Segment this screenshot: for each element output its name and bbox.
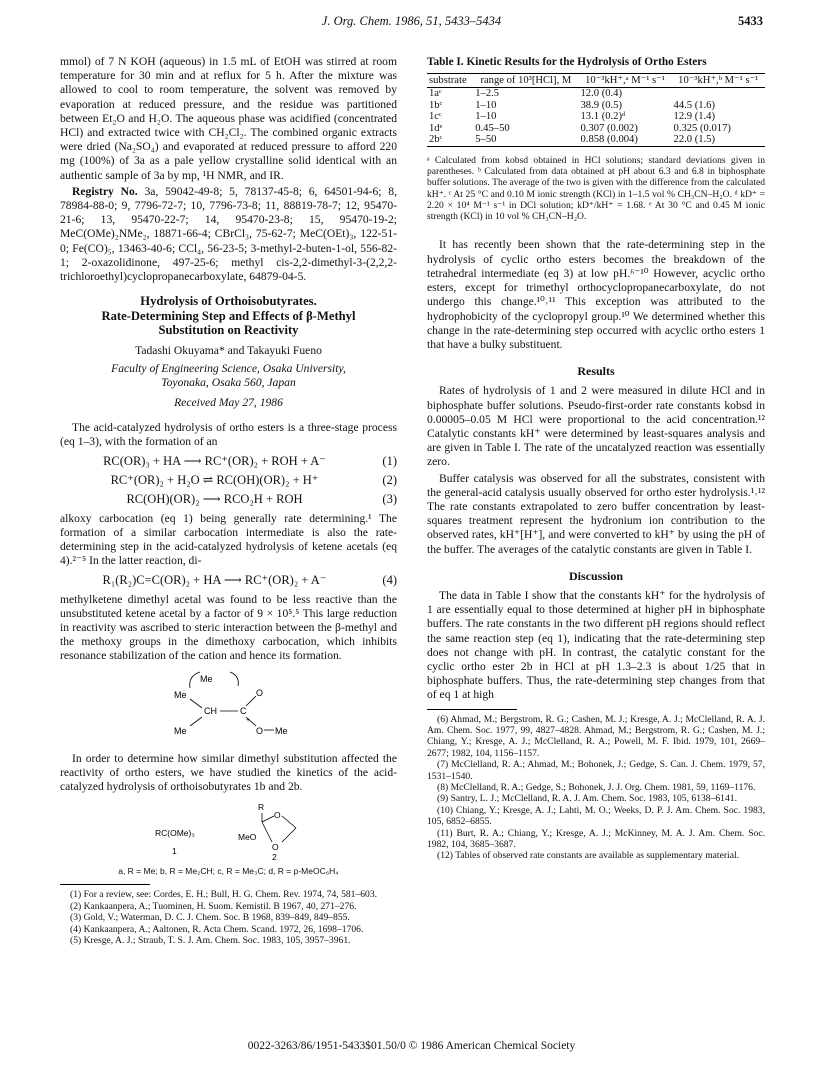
struct-label: Me (174, 689, 187, 700)
article-title (60, 294, 397, 338)
affiliation-line-2: Toyonaka, Osaka 560, Japan (161, 376, 296, 390)
left-column (60, 55, 397, 946)
title-line-1: Hydrolysis of Orthoisobutyrates. (140, 294, 317, 309)
struct-label: RC(OMe)₃ (155, 828, 195, 839)
table-cell: 1aᶜ (429, 88, 442, 100)
table-cell: 22.0 (1.5) (673, 134, 716, 146)
footnote: (4) Kankaanpera, A.; Aaltonen, R. Acta Chem. Scand. 1972, 26, 1698–1706. (70, 923, 364, 935)
footnote-rule (60, 884, 150, 885)
table-cell: 13.1 (0.2)ᵈ (580, 111, 626, 123)
table-cell: 1–2.5 (475, 88, 500, 100)
table-header: substrate (429, 75, 467, 87)
table-cell: 0.45–50 (475, 122, 510, 134)
equation-4: R₁(R₂)C=C(OR)₂ + HA ⟶ RC⁺(OR)₂ + A⁻ (4) (102, 573, 397, 588)
discussion-heading: Discussion (568, 568, 624, 583)
discussion-paragraph: The data in Table I show that the constants kH⁺ for the hydrolysis of 1 are essentially equal to those determined at higher pH in biphosphate buffers. The rate constants in the two different pH regions should reflect the same reaction step (eq 1), indicating that the rate-determining step does not change with pH. In contrast, the catalytic constant for the cyclic ortho ester 2b in HCl at pH 1.3–2.3 is about 1/25 that in biphosphate buffers. Thus, the rate-determining step changes from that of eq 1 at high (427, 588, 765, 702)
background-paragraph: It has recently been shown that the rate-determining step in the hydrolysis of cyclic ortho esters becomes the breakdown of the tetrahedral intermediate (eq 3) at low pH.⁶⁻¹⁰ However, acyclic ortho esters, except for trimethyl orthocyclopropanecarboxylate, do not undergo this change.¹⁰˒¹¹ This exception was attributed to the hydrophobicity of the cyclopropyl group.¹⁰ We determined whether this change in the rate-determining step occurred with acyclic ortho esters 1 that have a bulky substituent. (427, 238, 765, 351)
right-footnotes (427, 714, 765, 862)
table-header: range of 10³[HCl], M (480, 75, 572, 87)
results-paragraph-2: Buffer catalysis was observed for all the substrates, consistent with the general-acid catalysis usually observed for ortho ester hydrolysis.¹˒¹² The rate constants extrapolated to zero buffer concentration by least-squares treatment represent the hydronium ion contribution to the observed rates, kH⁺[H⁺], and were converted to kH⁺ by using the pH of the buffer. The averages of the catalytic constants are given in Table I. (427, 471, 765, 556)
table-cell: 12.9 (1.4) (673, 111, 716, 123)
journal-citation: J. Org. Chem. 1986, 51, 5433–5434 (321, 14, 502, 28)
cation-structure-diagram (60, 668, 397, 748)
title-line-3: Substitution on Reactivity (158, 323, 299, 338)
svg-text:+: + (246, 716, 251, 724)
struct-label: MeO (238, 832, 257, 843)
table-cell (672, 88, 765, 100)
struct-label: O (272, 842, 279, 853)
affiliation (60, 362, 397, 390)
registry-text: 3a, 59042-49-8; 5, 78137-45-8; 6, 64501-94-6; 8, 78984-88-0; 9, 7796-72-7; 10, 7796-73-8; 11, 88819-78-7; 12, 95470-21-6; 13, 95470-22-7; 14, 95470-23-8; 15, 95470-19-2; MeC(OMe)₂NMe₂, 18871-66-4; CBrCl₃, 75-62-7; MeC(OEt)₃, 122-51-0; Fe(CO)₅, 13463-40-6; CCl₄, 56-23-5; 3-methyl-2-buten-1-ol, 556-82-1; 2-oxazolidinone, 497-25-6; methyl cis-2,2-dimethyl-3-(2,2,2-trichloroethyl)cyclopropanecarboxylate, 64879-04-5. (60, 184, 397, 284)
struct-label: O (274, 810, 281, 821)
table-cell: 44.5 (1.6) (673, 99, 716, 111)
table-cell: 1bᶜ (429, 99, 443, 111)
reactivity-paragraph: methylketene dimethyl acetal was found to be less reactive than the unsubstituted ketene acetal by a factor of 9 × 10⁵.⁵ This large reduction in reactivity was ascribed to steric interaction between the β-methyl and the methoxy groups in the dimethoxy carbocation, which inhibits resonance stabilization of the cation and hence its formation. (60, 592, 397, 663)
results-heading: Results (577, 364, 615, 379)
table-footnotes: ᵃ Calculated from kobsd obtained in HCl solutions; standard deviations given in parentheses. ᵇ Calculated from data obtained at pH about 6.3 and 6.8 in biphosphate buffer solutions. The average of the two is given with the difference from the calculated kH⁺. ᶜ At 25 °C and 0.10 M ionic strength (KCl) in 1–1.5 vol % CH₃CN–H₂O. ᵈ kD⁺ = 2.20 × 10⁴ M⁻¹ s⁻¹ in DCl solution; kD⁺/kH⁺ = 1.68. ᵉ At 30 °C and 0.45 M ionic strength (KCl) in 10 vol % CH₃CN–H₂O. (427, 154, 765, 223)
table-cell: 1–10 (475, 111, 497, 123)
table-header: 10⁻³kH⁺,ᵇ M⁻¹ s⁻¹ (678, 75, 759, 87)
struct-label: Me (200, 673, 213, 684)
footnote: (9) Santry, L. J.; McClelland, R. A. J. Am. Chem. Soc. 1983, 105, 6138–6141. (437, 793, 737, 805)
running-header (60, 14, 763, 32)
structure-caption: a, R = Me; b, R = Me₂CH; c, R = Me₃C; d, R = p-MeOC₆H₄ (118, 866, 339, 877)
table-cell: 2bᶜ (429, 134, 443, 146)
received-date: Received May 27, 1986 (174, 396, 283, 410)
struct-label: Me (275, 725, 288, 736)
struct-label: CH (204, 705, 217, 716)
table-row (427, 111, 765, 123)
footnote: (12) Tables of observed rate constants are available as supplementary material. (437, 850, 740, 862)
table-cell: 1cᶜ (429, 111, 442, 123)
table-cell: 38.9 (0.5) (580, 99, 622, 111)
table-title: Table I. Kinetic Results for the Hydrolysis of Ortho Esters (427, 56, 707, 68)
registry-label: Registry No. (72, 184, 138, 198)
right-column (427, 55, 765, 862)
page-footer: 0022-3263/86/1951-5433$01.50/0 © 1986 American Chemical Society (247, 1040, 576, 1052)
affiliation-line-1: Faculty of Engineering Science, Osaka University, (111, 361, 346, 375)
footnote-rule (427, 709, 517, 710)
footnote: (10) Chiang, Y.; Kresge, A. J.; Lahti, M. O.; Weeks, D. P. J. Am. Chem. Soc. 1983, 105, 6852–6855. (427, 804, 765, 828)
table-row (427, 88, 765, 100)
equation-3: RC(OH)(OR)₂ ⟶ RCO₂H + ROH (3) (126, 492, 397, 507)
table-cell: 1–10 (475, 99, 497, 111)
table-cell: 5–50 (475, 134, 497, 146)
struct-label: 1 (172, 846, 177, 857)
table-row (427, 100, 765, 112)
table-body (427, 88, 765, 147)
ortho-ester-structures (60, 800, 397, 862)
page-number: 5433 (738, 14, 763, 28)
table-cell: 12.0 (0.4) (580, 88, 622, 100)
aim-paragraph: In order to determine how similar dimethyl substitution affected the reactivity of ortho esters, we have studied the kinetics of the acid-catalyzed hydrolysis of orthoisobutyrates 1b and 2b. (60, 751, 397, 794)
table-cell: 0.858 (0.004) (580, 134, 638, 146)
footnote: (2) Kankaanpera, A.; Tuominen, H. Suom. Kemistil. B 1967, 40, 271–276. (70, 900, 357, 912)
title-line-2: Rate-Determining Step and Effects of β-Methyl (101, 308, 356, 323)
struct-label: R (258, 802, 265, 813)
authors: Tadashi Okuyama* and Takayuki Fueno (135, 343, 322, 357)
footnote: (6) Ahmad, M.; Bergstrom, R. G.; Cashen, M. J.; Kresge, A. J.; McClelland, R. A. J. Am. Chem. Soc. 1977, 99, 4827–4828. Ahmad, M.; Bergstrom, R. G.; Cashen, M. J.; Chiang, Y.; Kresge, A. J.; McClelland, R. A.; Powell, M. F. Ibid. 1979, 101, 2669–2677; 1982, 104, 1156–1157. (427, 713, 765, 759)
footnote: (8) McClelland, R. A.; Gedge, S.; Bohonek, J. J. Org. Chem. 1981, 59, 1169–1176. (437, 782, 756, 794)
registry-paragraph (60, 185, 397, 284)
table-cell: 0.325 (0.017) (673, 122, 731, 134)
table-cell: 1dᵉ (429, 122, 443, 134)
footnote: (11) Burt, R. A.; Chiang, Y.; Kresge, A. J.; McKinney, M. A. J. Am. Chem. Soc. 1982, 104, 3685–3687. (427, 827, 765, 851)
struct-label: 2 (272, 852, 277, 863)
equation-1: RC(OR)₃ + HA ⟶ RC⁺(OR)₂ + ROH + A⁻ (1) (103, 453, 397, 468)
table-header: 10⁻³kH⁺,ᵃ M⁻¹ s⁻¹ (585, 75, 665, 87)
struct-label: O (256, 725, 264, 736)
table-cell: 0.307 (0.002) (580, 122, 638, 134)
footnote: (1) For a review, see: Cordes, E. H.; Bull, H. G. Chem. Rev. 1974, 74, 581–603. (70, 889, 378, 901)
footnote: (7) McClelland, R. A.; Ahmad, M.; Bohonek, J.; Gedge, S. Can. J. Chem. 1979, 57, 1531–1540. (427, 759, 765, 782)
struct-label: C (240, 705, 247, 716)
intro-paragraph: The acid-catalyzed hydrolysis of ortho esters is a three-stage process (eq 1–3), with the formation of an (60, 420, 397, 448)
table-row (427, 134, 765, 146)
kinetic-results-table (427, 73, 765, 147)
struct-label: Me (174, 725, 187, 736)
footnote: (3) Gold, V.; Waterman, D. C. J. Chem. Soc. B 1968, 839–849, 849–855. (70, 912, 350, 924)
struct-label: O (256, 687, 264, 698)
results-paragraph-1: Rates of hydrolysis of 1 and 2 were measured in dilute HCl and in biphosphate buffer solutions. Pseudo-first-order rate constants kobsd in 0.00005–0.05 M HCl were proportional to the acid concentration.¹² Catalytic constants kH⁺ were determined by least-squares analysis and are given in Table I. The rate of the uncatalyzed reaction was essentially zero. (427, 384, 765, 469)
left-footnotes (60, 889, 397, 946)
carbocation-paragraph: alkoxy carbocation (eq 1) being generally rate determining.¹ The formation of a similar carbocation intermediate is also the rate-determining step in the acid-catalyzed hydrolysis of ketene acetals (eq 4).²⁻⁵ In the latter reaction, di- (60, 511, 397, 568)
table-row (427, 123, 765, 135)
footnote: (5) Kresge, A. J.; Straub, T. S. J. Am. Chem. Soc. 1983, 105, 3957–3961. (70, 935, 351, 947)
equation-2: RC⁺(OR)₂ + H₂O ⇌ RC(OH)(OR)₂ + H⁺ (2) (110, 473, 397, 488)
experimental-paragraph: mmol) of 7 N KOH (aqueous) in 1.5 mL of EtOH was stirred at room temperature for 30 min and at reflux for 5 h. After the mixture was allowed to cool to room temperature, the solvent was removed by evaporation at reduced pressure, and the residue was partitioned between Et₂O and H₂O. The aqueous phase was acidified (concentrated HCl) and extracted twice with CH₂Cl₂. The combined organic extracts were dried (Na₂SO₄) and evaporated at reduced pressure to afford 220 mg (100%) of 3a as a pale yellow crystalline solid identical with an authentic sample of 3a by mp, ¹H NMR, and IR. (60, 55, 397, 182)
